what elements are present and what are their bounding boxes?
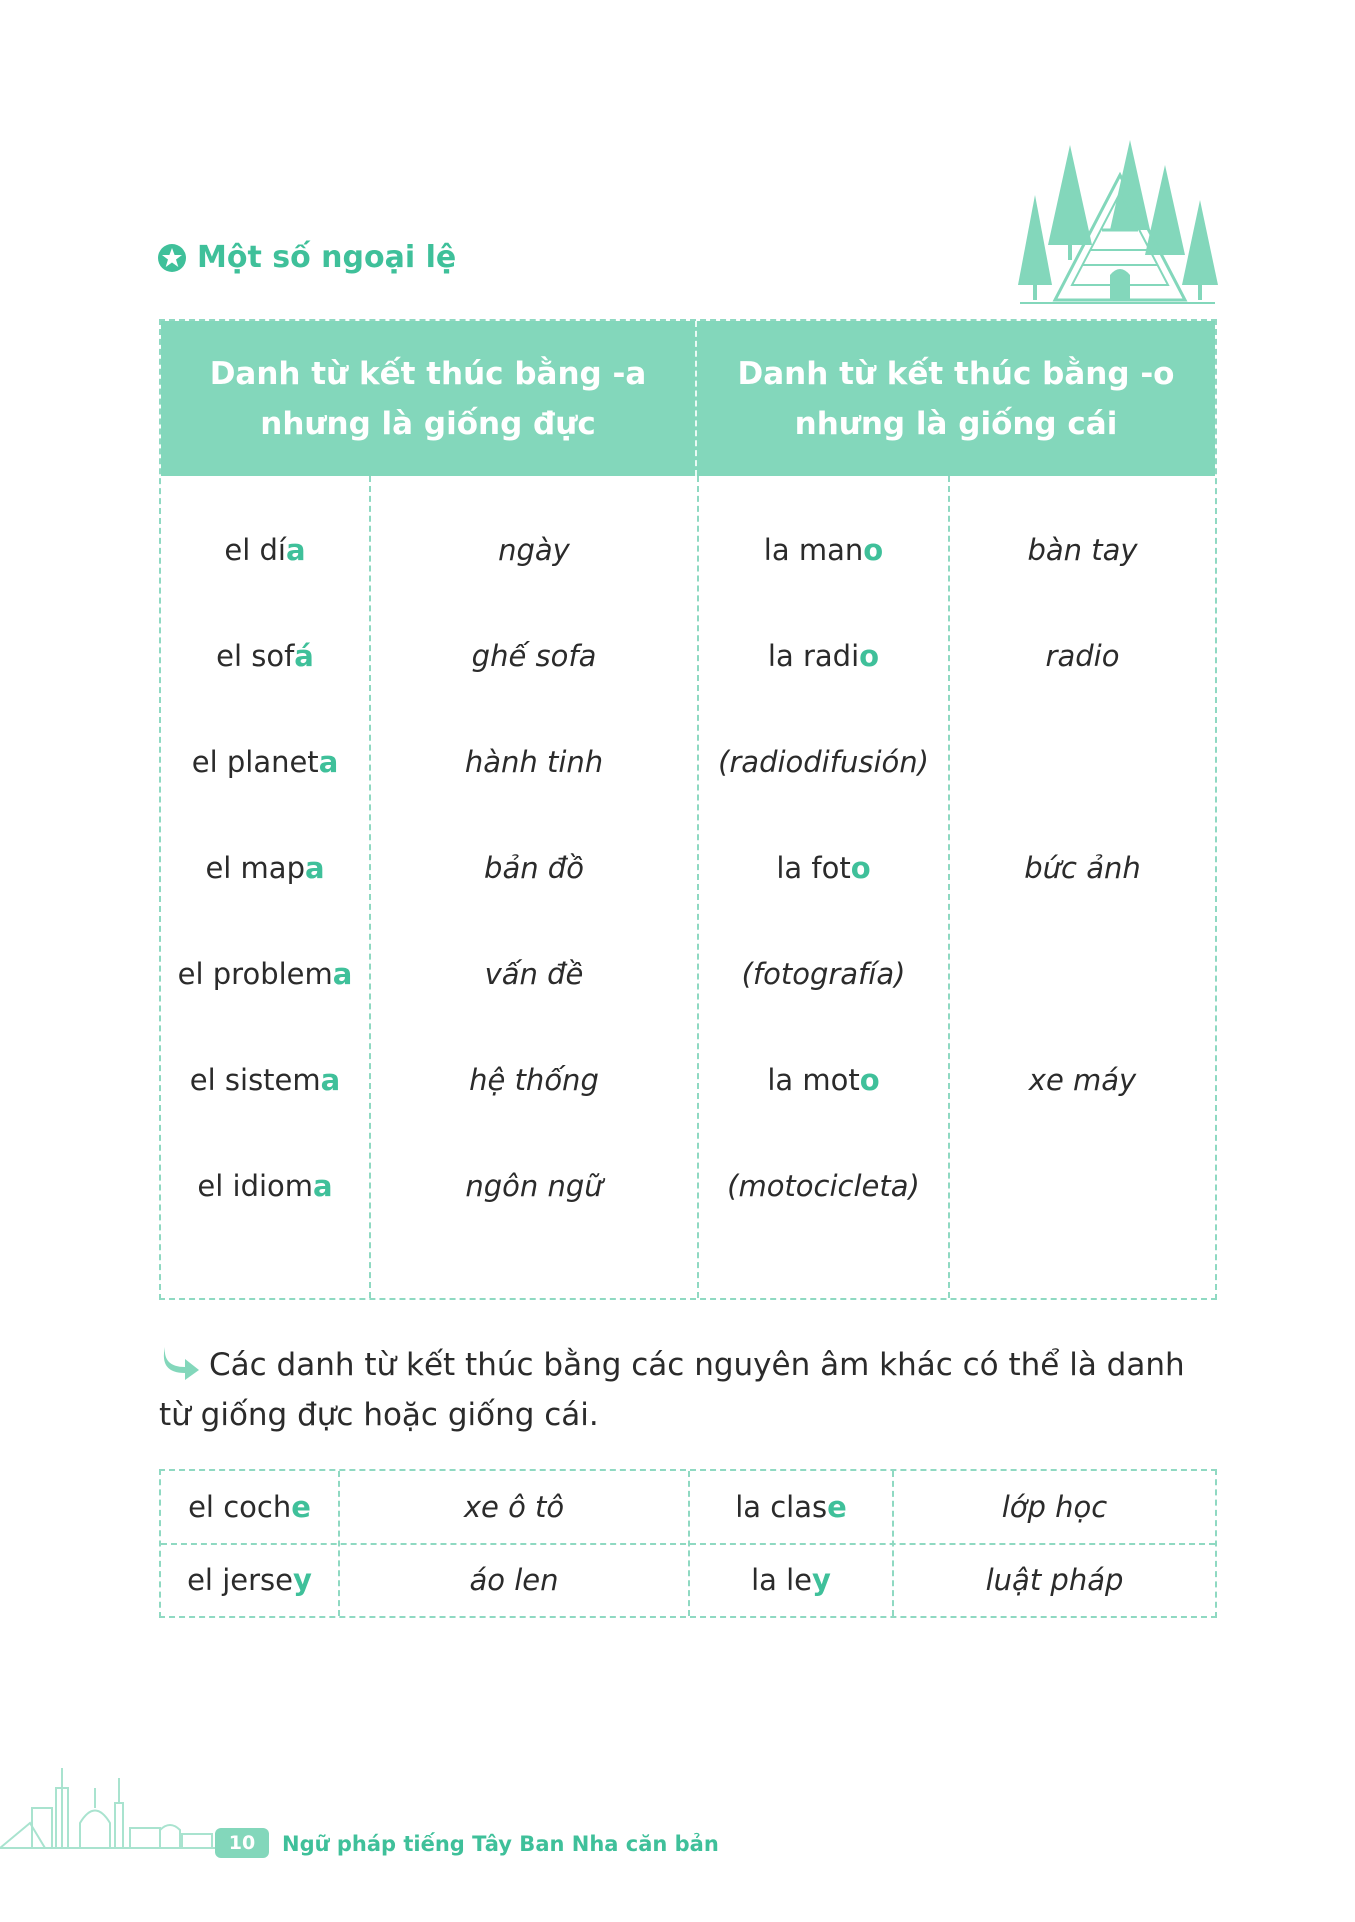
meaning-cell: áo len bbox=[469, 1563, 559, 1597]
word-cell: el problema bbox=[177, 957, 353, 991]
word-cell: la ley bbox=[751, 1563, 831, 1597]
table-header bbox=[161, 321, 1215, 476]
meaning-cell: hệ thống bbox=[469, 1063, 599, 1097]
word-cell: el jersey bbox=[187, 1563, 312, 1597]
note-paragraph bbox=[159, 1340, 1224, 1440]
masculine-word-column bbox=[161, 476, 369, 1298]
word-cell: la clase bbox=[735, 1490, 847, 1524]
other-vowels-table bbox=[159, 1469, 1217, 1618]
meaning-cell: bản đồ bbox=[484, 851, 584, 885]
word-cell: el idioma bbox=[197, 1169, 333, 1203]
meaning-cell: bàn tay bbox=[1027, 533, 1138, 567]
word-note-cell: (motocicleta) bbox=[727, 1169, 920, 1203]
feminine-meaning-column bbox=[950, 476, 1215, 1298]
word-cell: el planeta bbox=[191, 745, 339, 779]
meaning-cell: bức ảnh bbox=[1024, 851, 1141, 885]
meaning-cell: vấn đề bbox=[484, 957, 584, 991]
meaning-cell: hành tinh bbox=[464, 745, 604, 779]
word-note-cell: (fotografía) bbox=[741, 957, 906, 991]
meaning-cell: ngày bbox=[498, 533, 570, 567]
curved-arrow-icon bbox=[159, 1345, 203, 1381]
word-cell: la mano bbox=[763, 533, 884, 567]
meaning-cell: ngôn ngữ bbox=[465, 1169, 603, 1203]
note-text: Các danh từ kết thúc bằng các nguyên âm khác có thể là danh từ giống đực hoặc giống cái. bbox=[159, 1347, 1185, 1433]
meaning-cell: xe ô tô bbox=[463, 1490, 565, 1524]
meaning-cell: lớp học bbox=[1001, 1490, 1108, 1524]
word-cell: el día bbox=[224, 533, 306, 567]
header-masculine: Danh từ kết thúc bằng -a nhưng là giống đực bbox=[161, 321, 697, 476]
word-cell: el coche bbox=[188, 1490, 311, 1524]
book-title: Ngữ pháp tiếng Tây Ban Nha căn bản bbox=[282, 1832, 719, 1856]
meaning-cell: ghế sofa bbox=[471, 639, 597, 673]
meaning-cell: luật pháp bbox=[985, 1563, 1124, 1597]
word-cell: el sistema bbox=[189, 1063, 341, 1097]
word-note-cell: (radiodifusión) bbox=[718, 745, 929, 779]
word-cell: la radio bbox=[767, 639, 880, 673]
meaning-cell: xe máy bbox=[1028, 1063, 1137, 1097]
header-feminine: Danh từ kết thúc bằng -o nhưng là giống cái bbox=[737, 355, 1175, 442]
word-cell: el sofá bbox=[216, 639, 314, 673]
section-heading bbox=[157, 240, 456, 275]
city-skyline-illustration bbox=[0, 1768, 215, 1850]
word-cell: la moto bbox=[767, 1063, 880, 1097]
word-cell: la foto bbox=[776, 851, 871, 885]
word-cell: el mapa bbox=[205, 851, 325, 885]
exceptions-table bbox=[159, 319, 1217, 1300]
masculine-meaning-column bbox=[371, 476, 697, 1298]
feminine-word-column bbox=[699, 476, 948, 1298]
cabin-illustration bbox=[1010, 135, 1220, 310]
page-number-badge: 10 bbox=[215, 1828, 269, 1858]
meaning-cell: radio bbox=[1045, 639, 1120, 673]
star-icon bbox=[157, 243, 187, 273]
section-title-text: Một số ngoại lệ bbox=[197, 240, 457, 275]
